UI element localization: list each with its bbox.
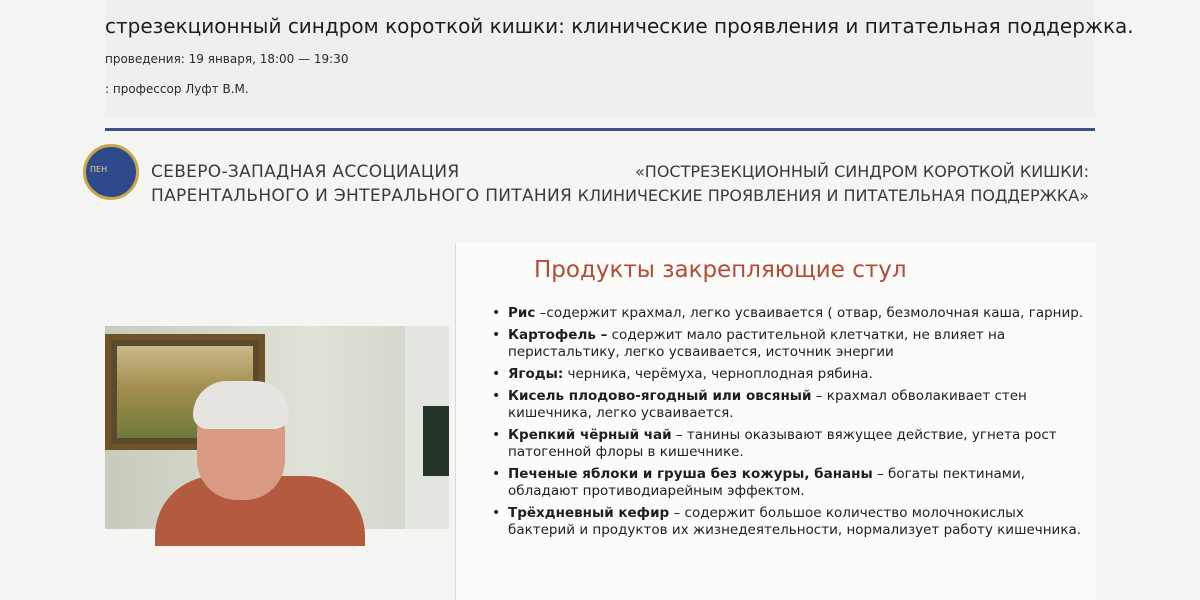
bullet-bold: Рис (508, 305, 536, 321)
slide-heading: Продукты закрепляющие стул (534, 257, 907, 283)
bullet-list (490, 305, 1090, 544)
presentation-slide (90, 118, 1095, 600)
bullet-text: – танины оказывают вяжущее действие, угнета рост патогенной флоры в кишечнике. (508, 427, 1057, 460)
dark-panel (423, 406, 449, 476)
bullet-text: – богаты пектинами, обладают противодиарейным эффектом. (508, 466, 1026, 499)
bullet-bold: Печеные яблоки и груша без кожуры, бананы (508, 466, 873, 482)
bullet-item (490, 466, 1090, 500)
monitor-screen (90, 0, 1134, 600)
bullet-item (490, 305, 1090, 322)
association-line-2: ПАРЕНТАЛЬНОГО И ЭНТЕРАЛЬНОГО ПИТАНИЯ (151, 186, 573, 206)
association-name (151, 160, 572, 208)
event-date: проведения: 19 января, 18:00 — 19:30 (105, 52, 349, 66)
bullet-item (490, 388, 1090, 422)
right-margin (1095, 0, 1200, 600)
logo-text: ПЕН (90, 165, 108, 174)
bullet-text: – крахмал обволакивает стен кишечника, легко усваивается. (508, 388, 1027, 421)
association-line-1: СЕВЕРО-ЗАПАДНАЯ АССОЦИАЦИЯ (151, 162, 460, 182)
speaker-video[interactable] (105, 326, 449, 529)
left-margin (0, 0, 108, 600)
slide-content-panel (455, 243, 1096, 600)
bullet-bold: Ягоды: (508, 366, 564, 382)
association-logo-icon (83, 144, 139, 200)
bullet-text: –содержит крахмал, легко усваивается ( отвар, безмолочная каша, гарнир. (535, 305, 1084, 321)
topic-line-2: КЛИНИЧЕСКИЕ ПРОЯВЛЕНИЯ И ПИТАТЕЛЬНАЯ ПОДДЕРЖКА» (577, 186, 1089, 205)
event-title: стрезекционный синдром короткой кишки: клинические проявления и питательная поддержка. (105, 14, 1134, 38)
bullet-bold: Крепкий чёрный чай (508, 427, 672, 443)
event-speaker: : профессор Луфт В.М. (105, 82, 249, 96)
bullet-item (490, 366, 1090, 383)
topic-line-1: «ПОСТРЕЗЕКЦИОННЫЙ СИНДРОМ КОРОТКОЙ КИШКИ: (635, 162, 1089, 181)
bullet-text: – содержит большое количество молочнокислых бактерий и продуктов их жизнедеятельности, нормализует работу кишечника. (508, 505, 1082, 538)
slide-divider (105, 128, 1095, 131)
slide-topic (578, 160, 1089, 208)
webinar-header (105, 0, 1134, 118)
speaker-hair (193, 381, 289, 429)
bullet-item (490, 427, 1090, 461)
bullet-item (490, 327, 1090, 361)
bullet-item (490, 505, 1090, 539)
bullet-text: черника, черёмуха, черноплодная рябина. (563, 366, 873, 382)
bullet-text: содержит мало растительной клетчатки, не влияет на перистальтику, легко усваивается, источник энергии (508, 327, 1006, 360)
bullet-bold: Кисель плодово-ягодный или овсяный (508, 388, 812, 404)
bullet-bold: Картофель – (508, 327, 608, 343)
bullet-bold: Трёхдневный кефир (508, 505, 670, 521)
